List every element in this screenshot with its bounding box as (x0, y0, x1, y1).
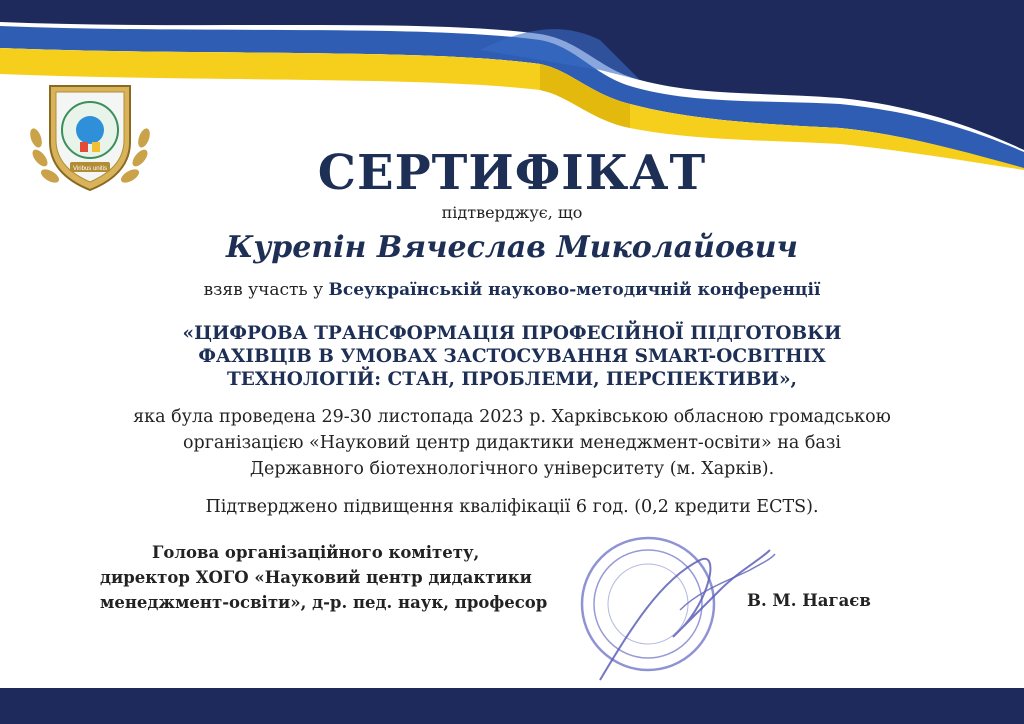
conference-title-line: ФАХІВЦІВ В УМОВАХ ЗАСТОСУВАННЯ SMART-ОСВІТНІХ (198, 346, 826, 367)
held-description (40, 404, 984, 482)
conference-title-line: ТЕХНОЛОГІЙ: СТАН, ПРОБЛЕМИ, ПЕРСПЕКТИВИ», (227, 369, 797, 390)
signatory-line: менеджмент-освіти», д-р. пед. наук, професор (100, 593, 548, 612)
signer-name: В. М. Нагаєв (747, 591, 871, 610)
certificate-title: СЕРТИФІКАТ (317, 145, 707, 201)
held-line: Державного біотехнологічного університету (м. Харків). (249, 459, 775, 479)
held-line: організацією «Науковий центр дидактики менеджмент-освіти» на базі (182, 433, 842, 453)
conference-title-line: «ЦИФРОВА ТРАНСФОРМАЦІЯ ПРОФЕСІЙНОЇ ПІДГОТОВКИ (182, 323, 842, 344)
participation-prefix: взяв участь у (203, 280, 329, 300)
participation-event: Всеукраїнській науково-методичній конференції (328, 280, 821, 300)
held-line: яка була проведена 29-30 листопада 2023 р. Харківською обласною громадською (133, 407, 891, 427)
signatory-line: директор ХОГО «Науковий центр дидактики (100, 568, 532, 587)
conference-title (140, 322, 884, 391)
signatory-block (100, 540, 547, 615)
bottom-bar (0, 688, 1024, 724)
participation-line (0, 280, 1024, 300)
qualification-text: Підтверджено підвищення кваліфікації 6 год. (0,2 кредити ECTS). (205, 497, 819, 517)
signatory-line: Голова організаційного комітету, (152, 543, 480, 562)
recipient-name: Курепін Вячеслав Миколайович (226, 230, 798, 265)
confirms-text: підтверджує, що (441, 203, 583, 222)
emblem-motto: Viribus unitis (73, 166, 107, 172)
